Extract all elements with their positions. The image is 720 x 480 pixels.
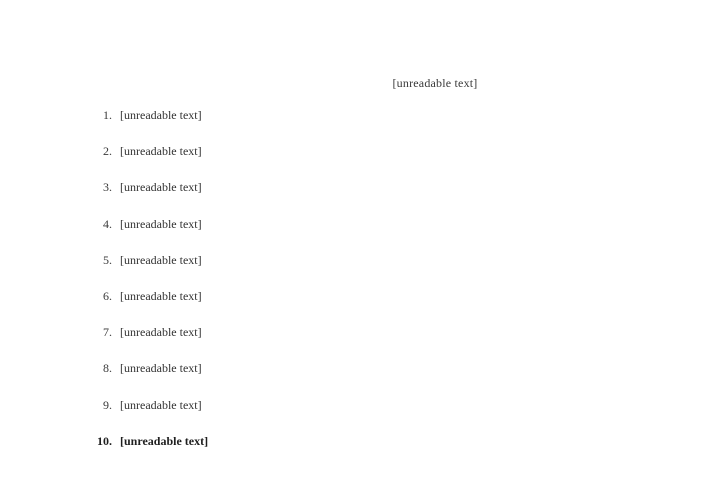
list-item [84, 253, 684, 289]
list-item-text: [unreadable text] [120, 144, 202, 159]
list-item-number: 6. [103, 288, 112, 303]
list-item [84, 108, 684, 144]
list-item-number: 9. [103, 397, 112, 412]
list-item-number: 1. [103, 108, 112, 122]
list-item [84, 434, 684, 470]
list-item-number: 3. [103, 180, 112, 195]
list-item [84, 398, 684, 434]
list-item-text: [unreadable text] [120, 433, 209, 448]
list-item-text: [unreadable text] [120, 180, 202, 195]
list-item-text: [unreadable text] [120, 361, 202, 376]
list-item [84, 144, 684, 180]
list-item-text: [unreadable text] [120, 325, 202, 340]
list-item [84, 180, 684, 216]
list-item-number: 4. [103, 216, 112, 231]
list-item-text: [unreadable text] [120, 252, 202, 267]
list-item-text: [unreadable text] [120, 108, 202, 122]
list-item [84, 217, 684, 253]
list-item-text: [unreadable text] [120, 216, 202, 231]
numbered-list [84, 108, 684, 470]
list-item [84, 325, 684, 361]
list-item-text: [unreadable text] [120, 397, 202, 412]
list-item-number: 10. [97, 433, 112, 448]
list-item [84, 361, 684, 397]
list-item-text: [unreadable text] [120, 288, 202, 303]
list-item-number: 7. [103, 325, 112, 340]
document-title: [unreadable text] [392, 76, 478, 90]
list-item [84, 289, 684, 325]
list-item-number: 8. [103, 361, 112, 376]
list-item-number: 2. [103, 144, 112, 159]
list-item-number: 5. [103, 252, 112, 267]
